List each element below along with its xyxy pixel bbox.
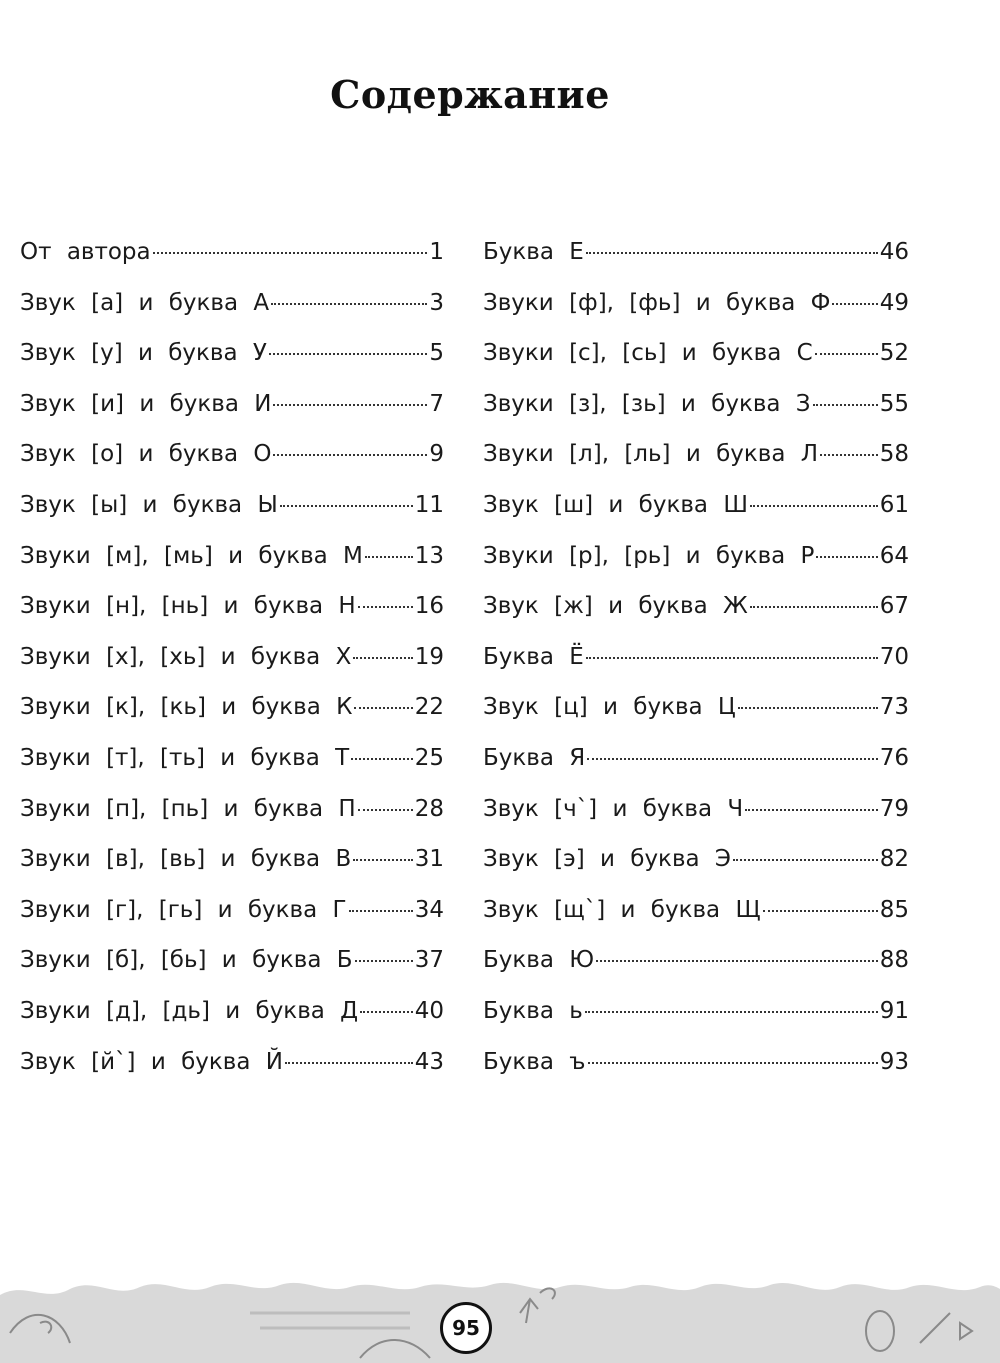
toc-entry-page: 64 — [879, 542, 909, 569]
toc-entry-title: Буква ъ — [483, 1048, 586, 1075]
toc-entry-title: Звук [ч`] и буква Ч — [483, 795, 744, 822]
toc-column-right — [483, 232, 909, 1092]
toc-entry-page: 46 — [879, 239, 909, 265]
toc-dot-leader — [349, 910, 413, 912]
toc-entry-page: 5 — [429, 340, 444, 367]
toc-entry-page: 49 — [879, 289, 909, 316]
toc-entry-title: Звук [э] и буква Э — [483, 846, 731, 873]
toc-dot-leader — [596, 960, 878, 962]
toc-entry — [20, 637, 444, 688]
toc-entry — [483, 789, 909, 840]
toc-dot-leader — [750, 505, 878, 507]
toc-dot-leader — [280, 505, 413, 507]
toc-dot-leader — [351, 758, 413, 760]
toc-entry — [20, 283, 444, 334]
toc-entry-title: Буква Я — [483, 744, 586, 771]
toc-entry — [20, 687, 444, 738]
toc-entry — [20, 536, 444, 587]
footer-decoration — [0, 1273, 1000, 1363]
toc-dot-leader — [365, 556, 413, 558]
toc-entry-title: Звук [ж] и буква Ж — [483, 593, 748, 620]
toc-entry — [20, 384, 444, 435]
toc-entry — [483, 485, 909, 536]
toc-entry-title: Звуки [д], [дь] и буква Д — [20, 997, 359, 1024]
toc-entry-page: 43 — [414, 1048, 444, 1075]
toc-entry-title: Звуки [г], [гь] и буква Г — [20, 896, 347, 923]
toc-dot-leader — [358, 809, 413, 811]
page-title: Содержание — [330, 72, 610, 117]
page-number: 95 — [440, 1302, 492, 1354]
toc-entry — [20, 789, 444, 840]
toc-entry — [483, 536, 909, 587]
toc-dot-leader — [355, 960, 413, 962]
toc-dot-leader — [273, 454, 427, 456]
toc-entry-page: 67 — [879, 593, 909, 620]
toc-entry-page: 7 — [429, 390, 444, 417]
toc-entry — [20, 586, 444, 637]
toc-entry — [483, 1042, 909, 1093]
toc-entry-title: Звуки [к], [кь] и буква К — [20, 694, 353, 721]
toc-entry — [483, 687, 909, 738]
toc-entry-page: 25 — [414, 744, 444, 771]
toc-entry-title: Звуки [б], [бь] и буква Б — [20, 947, 353, 974]
toc-entry-page: 55 — [879, 390, 909, 417]
toc-entry-page: 76 — [879, 744, 909, 771]
toc-dot-leader — [153, 252, 428, 254]
toc-entry — [483, 232, 909, 283]
toc-entry-page: 1 — [429, 239, 444, 265]
toc-column-left — [20, 232, 444, 1092]
toc-entry — [483, 991, 909, 1042]
toc-dot-leader — [587, 758, 877, 760]
toc-entry — [20, 940, 444, 991]
toc-dot-leader — [269, 353, 427, 355]
toc-entry-page: 40 — [414, 997, 444, 1024]
toc-entry-page: 82 — [879, 846, 909, 873]
toc-dot-leader — [816, 556, 877, 558]
toc-entry-page: 31 — [414, 846, 444, 873]
toc-dot-leader — [813, 404, 878, 406]
toc-entry — [20, 991, 444, 1042]
toc-dot-leader — [273, 404, 427, 406]
toc-entry-page: 91 — [879, 997, 909, 1024]
toc-entry-page: 16 — [414, 593, 444, 620]
toc-dot-leader — [733, 859, 878, 861]
toc-entry-title: Буква Е — [483, 239, 584, 265]
toc-entry-title: Звук [и] и буква И — [20, 390, 272, 417]
toc-entry-page: 11 — [414, 491, 444, 518]
toc-dot-leader — [750, 606, 878, 608]
toc-entry-title: Звук [ц] и буква Ц — [483, 694, 736, 721]
toc-entry-title: Звуки [з], [зь] и буква З — [483, 390, 811, 417]
toc-entry-title: Звуки [в], [вь] и буква В — [20, 846, 352, 873]
toc-entry — [483, 839, 909, 890]
toc-entry — [483, 434, 909, 485]
toc-entry-page: 85 — [879, 896, 909, 923]
toc-entry — [483, 940, 909, 991]
toc-entry-page: 79 — [879, 795, 909, 822]
toc-entry-title: Звуки [р], [рь] и буква Р — [483, 542, 815, 569]
toc-entry-page: 70 — [879, 643, 909, 670]
toc-entry-title: Звуки [т], [ть] и буква Т — [20, 744, 350, 771]
toc-entry-page: 37 — [414, 947, 444, 974]
toc-entry — [483, 586, 909, 637]
toc-entry — [483, 637, 909, 688]
toc-entry-page: 28 — [414, 795, 444, 822]
toc-dot-leader — [745, 809, 878, 811]
toc-entry-page: 52 — [879, 340, 909, 367]
toc-entry-title: Звук [й`] и буква Й — [20, 1048, 283, 1075]
toc-entry — [20, 232, 444, 283]
toc-entry — [20, 1042, 444, 1093]
toc-dot-leader — [820, 454, 878, 456]
toc-dot-leader — [815, 353, 878, 355]
toc-entry-title: Звук [ы] и буква Ы — [20, 491, 278, 518]
toc-entry — [20, 839, 444, 890]
toc-entry-page: 93 — [879, 1048, 909, 1075]
toc-entry — [483, 283, 909, 334]
toc-entry-title: Звук [ш] и буква Ш — [483, 491, 748, 518]
toc-entry-title: Звуки [х], [хь] и буква Х — [20, 643, 352, 670]
toc-dot-leader — [738, 707, 878, 709]
toc-dot-leader — [588, 1062, 878, 1064]
toc-dot-leader — [358, 606, 413, 608]
toc-entry — [20, 333, 444, 384]
toc-entry-page: 61 — [879, 491, 909, 518]
toc-dot-leader — [360, 1011, 413, 1013]
toc-entry-title: Звук [щ`] и буква Щ — [483, 896, 761, 923]
toc-entry — [483, 890, 909, 941]
toc-entry — [483, 333, 909, 384]
toc-entry-page: 19 — [414, 643, 444, 670]
toc-entry-title: Звуки [н], [нь] и буква Н — [20, 593, 356, 620]
toc-dot-leader — [353, 859, 412, 861]
toc-entry-title: Звуки [ф], [фь] и буква Ф — [483, 289, 831, 316]
toc-entry-title: Звук [а] и буква А — [20, 289, 270, 316]
toc-entry-page: 73 — [879, 694, 909, 721]
toc-dot-leader — [586, 657, 878, 659]
toc-dot-leader — [763, 910, 878, 912]
toc-entry-page: 58 — [879, 441, 909, 468]
toc-dot-leader — [354, 707, 412, 709]
toc-entry-title: От автора — [20, 239, 151, 265]
toc-entry — [20, 485, 444, 536]
toc-entry-title: Буква Ё — [483, 643, 584, 670]
toc-entry-title: Звуки [л], [ль] и буква Л — [483, 441, 819, 468]
toc-entry — [20, 434, 444, 485]
toc-dot-leader — [271, 303, 427, 305]
toc-entry — [483, 384, 909, 435]
toc-dot-leader — [585, 1011, 878, 1013]
toc-dot-leader — [586, 252, 878, 254]
toc-entry-title: Звуки [с], [сь] и буква С — [483, 340, 813, 367]
toc-entry-page: 13 — [414, 542, 444, 569]
toc-entry-title: Звуки [м], [мь] и буква М — [20, 542, 363, 569]
toc-entry-page: 3 — [429, 289, 444, 316]
toc-entry-page: 9 — [429, 441, 444, 468]
toc-entry-title: Буква ь — [483, 997, 583, 1024]
toc-entry — [483, 738, 909, 789]
toc-entry-page: 22 — [414, 694, 444, 721]
toc-entry-title: Буква Ю — [483, 947, 595, 974]
toc-entry — [20, 890, 444, 941]
toc-entry — [20, 738, 444, 789]
toc-entry-page: 34 — [414, 896, 444, 923]
toc-dot-leader — [832, 303, 877, 305]
toc-entry-title: Звук [у] и буква У — [20, 340, 267, 367]
toc-entry-page: 88 — [879, 947, 909, 974]
toc-entry-title: Звуки [п], [пь] и буква П — [20, 795, 356, 822]
toc-entry-title: Звук [о] и буква О — [20, 441, 272, 468]
toc-dot-leader — [353, 657, 412, 659]
toc-dot-leader — [285, 1062, 413, 1064]
